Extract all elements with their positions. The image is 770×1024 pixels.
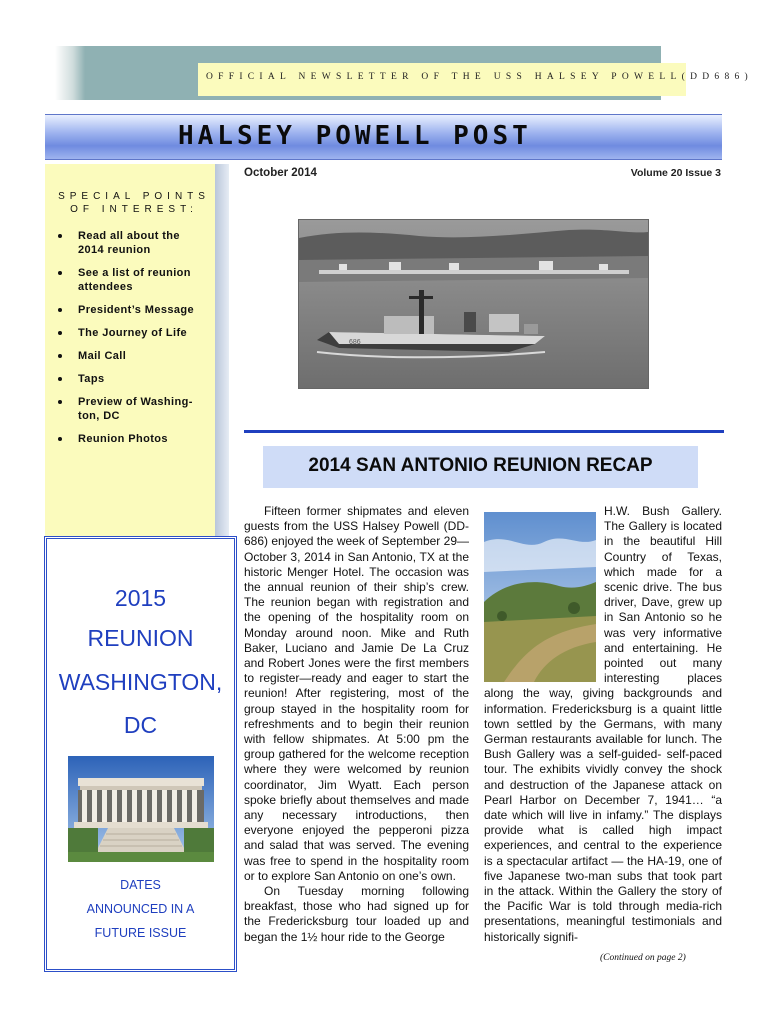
reunion-place: WASHINGTON,	[58, 669, 223, 695]
list-item: The Journey of Life	[58, 326, 218, 340]
list-item: Mail Call	[58, 349, 218, 363]
hull-number-label: 686	[349, 339, 361, 346]
lincoln-memorial-image	[68, 756, 214, 862]
list-item: Taps	[58, 372, 218, 386]
banner-fade	[55, 46, 85, 100]
list-item: See a list of reunion attendees	[58, 266, 208, 294]
newsletter-title: HALSEY POWELL POST	[178, 121, 532, 151]
newsletter-tagline: OFFICIAL NEWSLETTER OF THE USS HALSEY POWELL(DD686)	[206, 72, 754, 82]
headline-rule	[244, 430, 724, 433]
list-item: Preview of Washing-ton, DC	[58, 395, 193, 423]
list-item: Reunion Photos	[58, 432, 218, 446]
issue-date: October 2014	[244, 167, 317, 179]
special-points-list	[58, 229, 218, 446]
destroyer-image	[299, 220, 648, 388]
continued-note: (Continued on page 2)	[600, 953, 686, 963]
reunion-announced-label: ANNOUNCED IN A	[86, 902, 195, 916]
issue-volume: Volume 20 Issue 3	[630, 167, 721, 179]
article-paragraph: H.W. Bush Gallery. The Gallery is located in the beautiful Hill Country of Texas, which made for a scenic drive. The bus driver, Dave, grew up in San Antonio so he was very informative and entertaining. He pointed out many interesting places along the way, giving backgrounds and information. Fredericksburg is a quaint little town settled by the Germans, with many German restaurants available for lunch. The Bush Gallery was a self-guided- self-paced tour. The exhibits vividly convey the shock and destruction of the Japanese attack on Pearl Harbor on December 7, 1941… “a date which will live in infamy.” The displays provide what is called high impact experiences, and central to the experience is a spectacular artifact — the HA-19, one of five Japanese two-man subs that took part in the attack. Within the Gallery the story of the Pacific War is told through media-rich presentations, meaningful testimonials and historically signifi-	[484, 504, 722, 944]
article-headline: 2014 SAN ANTONIO REUNION RECAP	[308, 455, 653, 476]
reunion-dates-label: DATES	[120, 878, 161, 892]
reunion-word: REUNION	[87, 625, 194, 651]
article-column-1	[244, 504, 469, 945]
special-points-heading-line2: OF INTEREST:	[70, 204, 198, 215]
bullet-icon	[58, 308, 62, 312]
article-column-2	[484, 504, 722, 945]
hill-country-photo	[484, 512, 596, 682]
special-points-heading	[54, 190, 214, 216]
special-points-heading-line1: SPECIAL POINTS	[58, 191, 210, 202]
bullet-icon	[58, 271, 62, 275]
reunion-year: 2015	[114, 585, 167, 611]
article-paragraph: Fifteen former shipmates and eleven guests from the USS Halsey Powell (DD-686) enjoyed the week of September 29—October 3, 2014 in San Antonio, TX at the historic Menger Hotel. The occasion was the annual reunion of their ship’s crew. The reunion began with registration and the opening of the hospitality room on Monday around noon. Mike and Ruth Baker, Luciano and Jamie De La Cruz and Robert Jones were the first members to register—ready and eager to start the reunion! After registering, most of the group stayed in the hospitality room for refreshments and to begin their reunion with fellow shipmates. At 5:00 pm the group gathered for the welcome reception where they were welcomed by reunion coordinator, Jim Wyatt. Each person spoke briefly about themselves and made any necessary introductions, then everyone enjoyed the pepperoni pizza and salad that was served. The evening was free to spend in the hospitality room or to explore San Antonio on one’s own.	[244, 504, 469, 883]
bullet-icon	[58, 400, 62, 404]
bullet-icon	[58, 234, 62, 238]
bullet-icon	[58, 437, 62, 441]
article-paragraph: On Tuesday morning following breakfast, those who had signed up for the Fredericksburg tour loaded up and began the 1½ hour ride to the George	[244, 884, 469, 944]
reunion-state: DC	[123, 712, 158, 738]
list-item: President’s Message	[58, 303, 218, 317]
bullet-icon	[58, 331, 62, 335]
ship-photo	[298, 219, 649, 389]
list-item: Read all about the 2014 reunion	[58, 229, 198, 257]
reunion-future-label: FUTURE ISSUE	[94, 926, 187, 940]
bullet-icon	[58, 354, 62, 358]
landscape-image	[484, 512, 596, 682]
bullet-icon	[58, 377, 62, 381]
